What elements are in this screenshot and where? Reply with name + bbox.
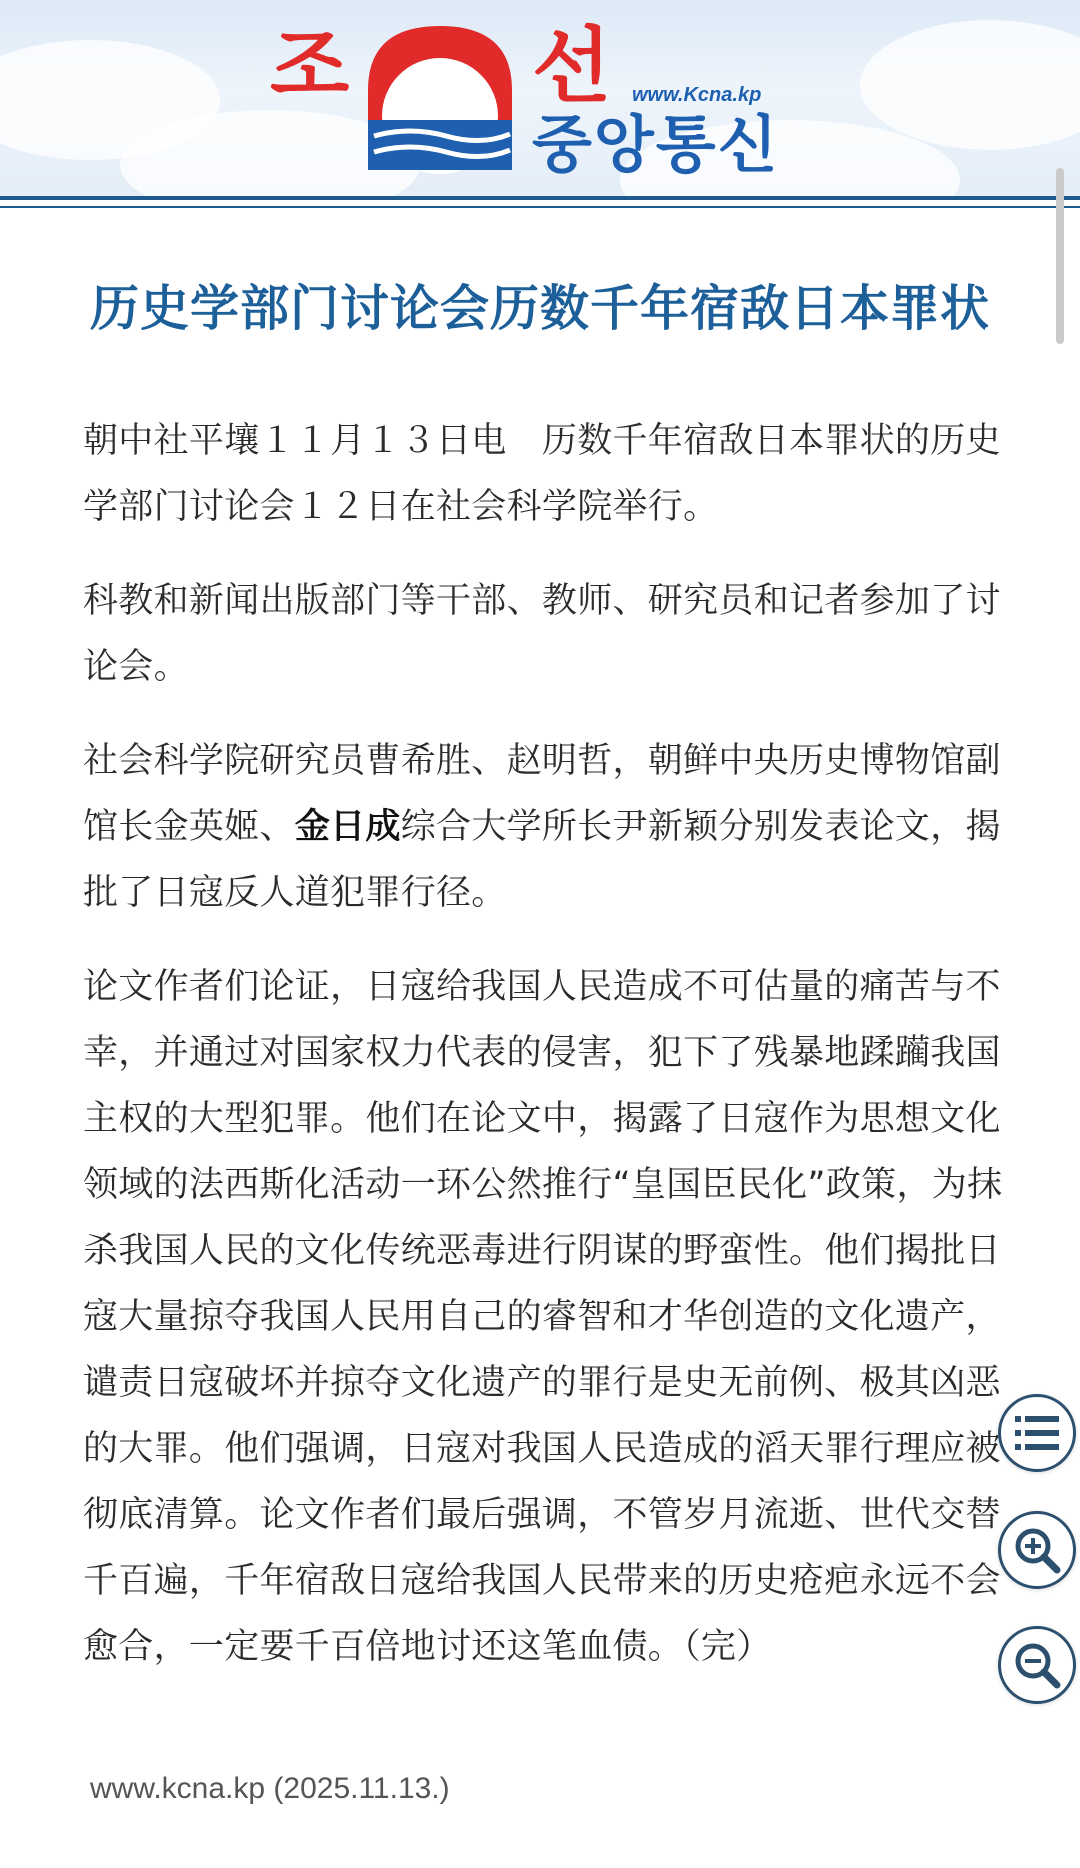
source-credit: www.kcna.kp (2025.11.13.)	[90, 1772, 450, 1805]
article-paragraph-2: 科教和新闻出版部门等干部、教师、研究员和记者参加了讨论会。	[83, 581, 1001, 687]
paragraph-3-text-a: 社会科学院研究员曹希胜、赵明哲，朝鲜中央历史博物馆副馆长金英姬、	[83, 741, 1001, 847]
kcna-logo[interactable]	[270, 14, 830, 184]
zoom-in-icon	[1012, 1525, 1062, 1575]
article-paragraph-1: 朝中社平壤１１月１３日电 历数千年宿敌日本罪状的历史学部门讨论会１２日在社会科学院举行。	[83, 421, 1001, 527]
zoom-in-button[interactable]	[998, 1511, 1076, 1589]
logo-text-seon: 선	[532, 19, 612, 114]
header-divider-thin	[0, 206, 1080, 208]
zoom-out-button[interactable]	[998, 1626, 1076, 1704]
list-button[interactable]	[998, 1394, 1076, 1472]
bold-name-kim-il-sung: 金日成	[294, 807, 401, 847]
zoom-out-icon	[1012, 1640, 1062, 1690]
list-icon	[1015, 1413, 1059, 1453]
sun-emblem-icon	[360, 20, 520, 178]
logo-url: www.Kcna.kp	[632, 84, 762, 106]
logo-text-joongang-tongsin: 중앙통신	[532, 108, 780, 181]
site-header	[0, 0, 1080, 196]
logo-text-jo: 조	[270, 19, 350, 114]
article-body	[83, 408, 1003, 1708]
article-paragraph-4: 论文作者们论证，日寇给我国人民造成不可估量的痛苦与不幸，并通过对国家权力代表的侵害，犯下了残暴地蹂躏我国主权的大型犯罪。他们在论文中，揭露了日寇作为思想文化领域的法西斯化活动一环公然推行“皇国臣民化”政策，为抹杀我国人民的文化传统恶毒进行阴谋的野蛮性。他们揭批日寇大量掠夺我国人民用自己的睿智和才华创造的文化遗产，谴责日寇破坏并掠夺文化遗产的罪行是史无前例、极其凶恶的大罪。他们强调，日寇对我国人民造成的滔天罪行理应被彻底清算。论文作者们最后强调，不管岁月流逝、世代交替千百遍，千年宿敌日寇给我国人民带来的历史疮疤永远不会愈合，一定要千百倍地讨还这笔血债。（完）	[83, 967, 1003, 1667]
header-divider	[0, 196, 1080, 200]
article-paragraph-3	[83, 728, 1003, 926]
article-title: 历史学部门讨论会历数千年宿敌日本罪状	[89, 280, 990, 337]
paragraph-3-text-b: 综合大学所长尹新颖分别发表论文，揭批了日寇反人道犯罪行径。	[83, 807, 1001, 913]
